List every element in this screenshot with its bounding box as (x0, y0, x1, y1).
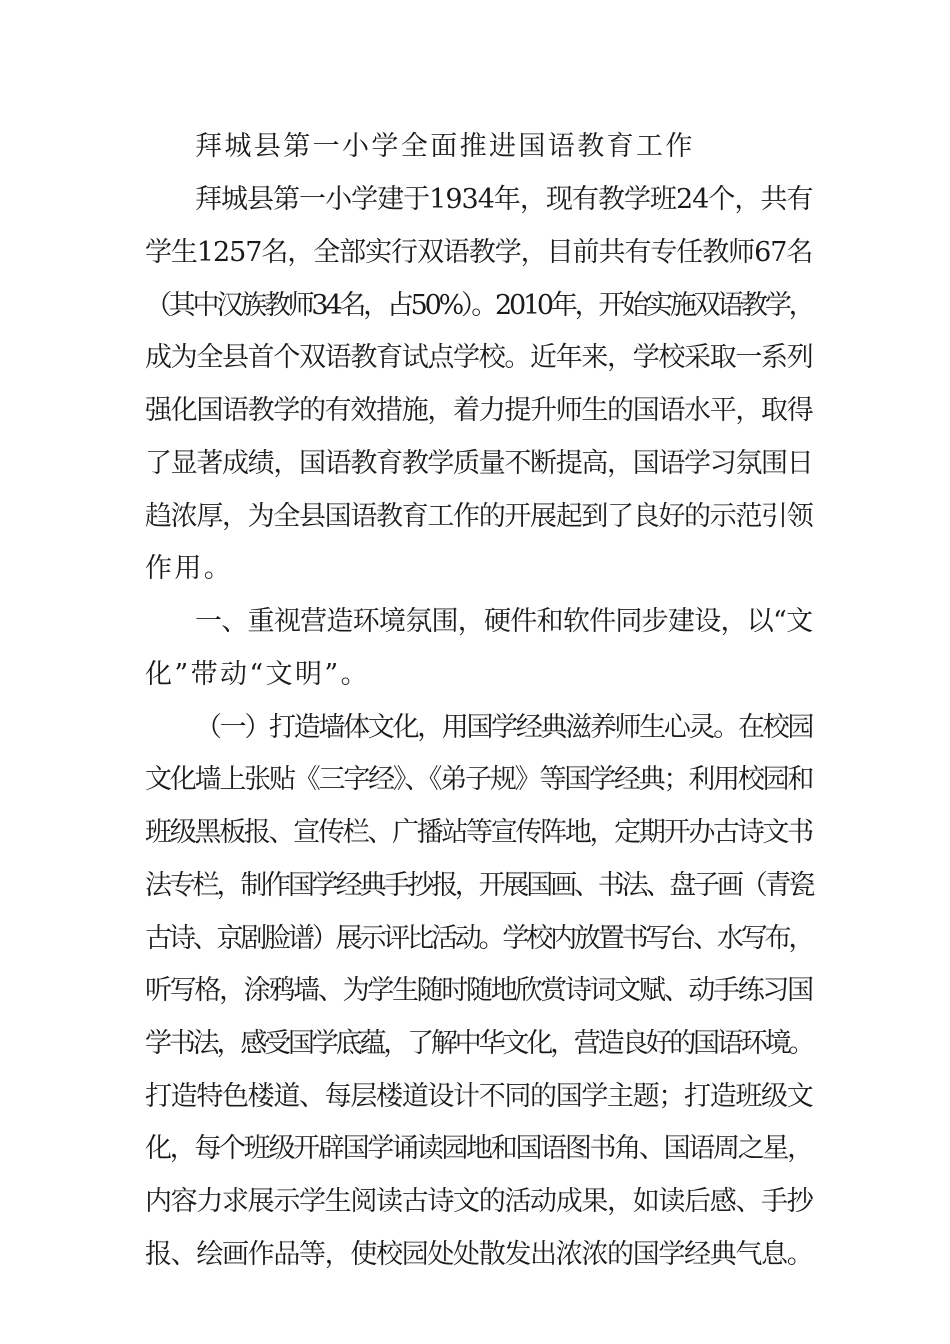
section-1-heading: 化”带动“文明”。 (145, 659, 371, 690)
paragraph-2-line: 内容力求展示学生阅读古诗文的活动成果，如读后感、手抄 (145, 1186, 813, 1217)
paragraph-2-line: 听写格，涂鸦墙、为学生随时随地欣赏诗词文赋、动手练习国 (145, 975, 812, 1006)
paragraph-2-line: 报、绘画作品等，使校园处处散发出浓浓的国学经典气息。 (145, 1239, 813, 1270)
paragraph-2-line: 法专栏，制作国学经典手抄报，开展国画、书法、盘子画（青瓷 (145, 870, 813, 901)
paragraph-2-line: （一）打造墙体文化，用国学经典滋养师生心灵。在校园 (195, 712, 812, 743)
paragraph-1-line: 学生1257名，全部实行双语教学，目前共有专任教师67名 (145, 237, 813, 268)
paragraph-1-line: （其中汉族教师34名，占50%）。2010年，开始实施双语教学， (145, 290, 813, 321)
paragraph-1-line: 成为全县首个双语教育试点学校。近年来，学校采取一系列 (145, 342, 813, 373)
section-1-heading: 一、重视营造环境氛围，硬件和软件同步建设，以“文 (195, 606, 813, 637)
paragraph-2-line: 班级黑板报、宣传栏、广播站等宣传阵地，定期开办古诗文书 (145, 817, 812, 848)
paragraph-2-line: 学书法，感受国学底蕴，了解中华文化，营造良好的国语环境。 (145, 1028, 813, 1059)
paragraph-1-line: 强化国语教学的有效措施，着力提升师生的国语水平，取得 (145, 395, 813, 426)
paragraph-2-line: 打造特色楼道、每层楼道设计不同的国学主题；打造班级文 (145, 1081, 813, 1112)
paragraph-1-line: 拜城县第一小学建于1934年，现有教学班24个，共有 (195, 184, 813, 215)
paragraph-2-line: 文化墙上张贴《三字经》、《弟子规》等国学经典；利用校园和 (145, 764, 813, 795)
paragraph-1-line: 了显著成绩，国语教育教学质量不断提高，国语学习氛围日 (145, 448, 813, 479)
paragraph-1-line: 作用。 (145, 553, 234, 584)
paragraph-1-line: 趋浓厚，为全县国语教育工作的开展起到了良好的示范引领 (145, 501, 813, 532)
paragraph-2-line: 化，每个班级开辟国学诵读园地和国语图书角、国语周之星， (145, 1133, 812, 1164)
document-title: 拜城县第一小学全面推进国语教育工作 (195, 131, 695, 162)
paragraph-2-line: 古诗、京剧脸谱）展示评比活动。学校内放置书写台、水写布， (145, 923, 813, 954)
